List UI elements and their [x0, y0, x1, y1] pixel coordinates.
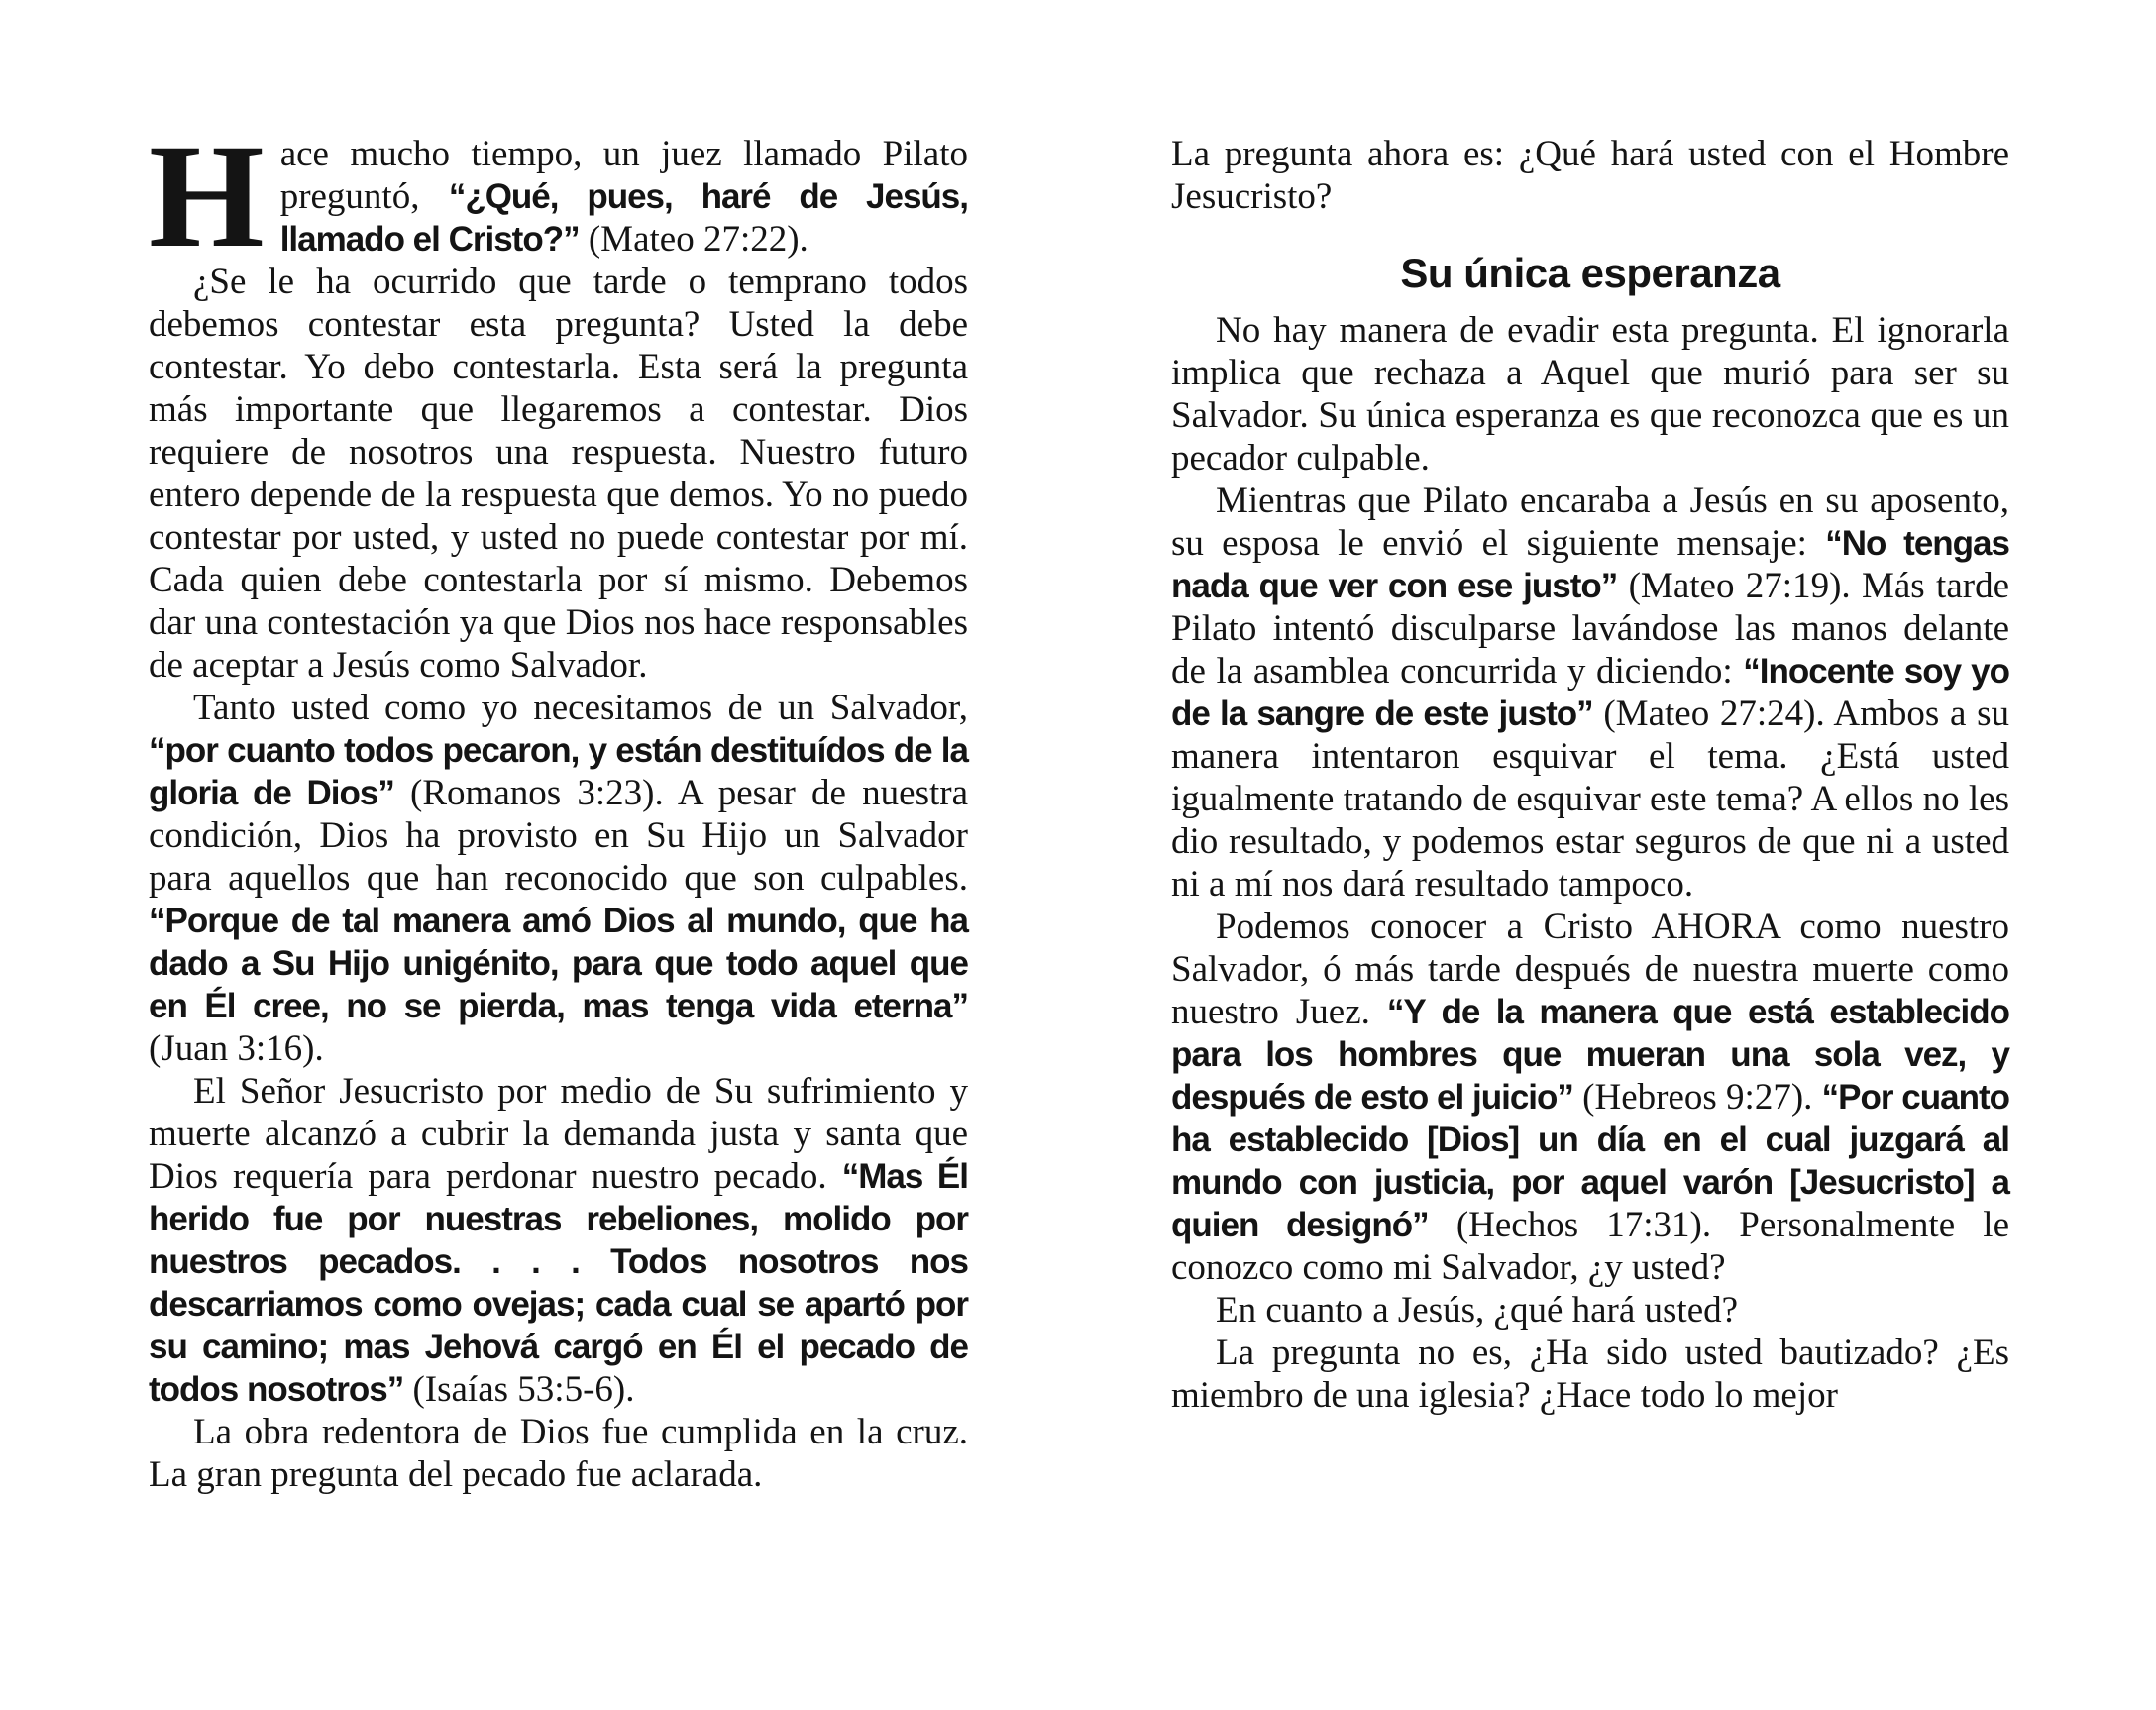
body-text: (Hechos 17:31). Personalmente le conozco como mi Salvador, ¿y usted?: [1171, 1205, 2009, 1288]
paragraph: [1171, 309, 2009, 480]
body-text: La pregunta no es, ¿Ha sido usted bautizado? ¿Es miembro de una iglesia? ¿Hace todo lo mejor: [1171, 1333, 2009, 1416]
bold-scripture-quote: “Por cuanto ha establecido [Dios] un día en el cual juzgará al mundo con justicia, por aquel varón [Jesucristo] a quien designó”: [1171, 1078, 2009, 1244]
paragraph: [1171, 1289, 2009, 1332]
body-text: (Hebreos 9:27).: [1572, 1077, 1822, 1118]
body-text: El Señor Jesucristo por medio de Su sufrimiento y muerte alcanzó a cubrir la demanda justa y santa que Dios requería para perdonar nuestro pecado.: [149, 1071, 968, 1197]
body-text: En cuanto a Jesús, ¿qué hará usted?: [1216, 1290, 1739, 1331]
bold-scripture-quote: “por cuanto todos pecaron, y están destituídos de la gloria de Dios”: [149, 731, 968, 812]
body-text: (Mateo 27:24). Ambos a su manera intentaron esquivar el tema. ¿Está usted igualmente tratando de esquivar este tema? A ellos no les dio resultado, y podemos estar seguros de que ni a usted ni a mí nos dará resultado tampoco.: [1171, 694, 2009, 905]
bold-scripture-quote: “Y de la manera que está establecido para los hombres que mueran una sola vez, y después de esto el juicio”: [1171, 993, 2009, 1117]
paragraph: [149, 687, 968, 1070]
paragraph: [1171, 1332, 2009, 1417]
bold-scripture-quote: “¿Qué, pues, haré de Jesús, llamado el Cristo?”: [279, 177, 968, 259]
paragraph: [149, 114, 968, 278]
bold-scripture-quote: “Inocente soy yo de la sangre de este justo”: [1171, 652, 2009, 733]
body-text: No hay manera de evadir esta pregunta. El ignorarla implica que rechaza a Aquel que murió para ser su Salvador. Su única esperanza es que reconozca que es un pecador culpable.: [1171, 310, 2009, 479]
bold-scripture-quote: “Mas Él herido fue por nuestras rebeliones, molido por nuestros pecados. . . . Todos nosotros nos descarriamos como ovejas; cada cual se apartó por su camino; mas Jehová cargó en Él el pecado de todos nosotros”: [149, 1157, 968, 1409]
body-text: (Mateo 27:19). Más tarde Pilato intentó disculparse lavándose las manos delante de la asamblea concurrida y diciendo:: [1171, 566, 2009, 692]
body-text: La obra redentora de Dios fue cumplida en la cruz. La gran pregunta del pecado fue aclarada.: [149, 1412, 968, 1495]
body-text: ¿Se le ha ocurrido que tarde o temprano todos debemos contestar esta pregunta? Usted la debe contestar. Yo debo contestarla. Esta será la pregunta más importante que llegaremos a contestar. Dios requiere de nosotros una respuesta. Nuestro futuro entero depende de la respuesta que demos. Yo no puedo contestar por usted, y usted no puede contestar por mí. Cada quien debe contestarla por sí mismo. Debemos dar una contestación ya que Dios nos hace responsables de aceptar a Jesús como Salvador.: [149, 262, 968, 686]
drop-cap: H: [149, 114, 265, 278]
body-text: ace mucho tiempo, un juez llamado Pilato preguntó,: [279, 134, 968, 217]
body-text: (Romanos 3:23). A pesar de nuestra condición, Dios ha provisto en Su Hijo un Salvador para aquellos que han reconocido que son culpables.: [149, 773, 968, 899]
body-text: Podemos conocer a Cristo AHORA como nuestro Salvador, ó más tarde después de nuestra muerte como nuestro Juez.: [1171, 907, 2009, 1032]
paragraph: [1171, 906, 2009, 1289]
paragraph: [1171, 133, 2009, 218]
bold-scripture-quote: “Porque de tal manera amó Dios al mundo, que ha dado a Su Hijo unigénito, para que todo aquel que en Él cree, no se pierda, mas tenga vida eterna”: [149, 902, 968, 1025]
paragraph: [149, 1411, 968, 1496]
paragraph: [149, 261, 968, 687]
body-text: La pregunta ahora es: ¿Qué hará usted con el Hombre Jesucristo?: [1171, 134, 2009, 217]
body-text: Tanto usted como yo necesitamos de un Salvador,: [193, 688, 968, 728]
body-text: (Isaías 53:5-6).: [403, 1369, 635, 1410]
body-text: (Mateo 27:22).: [579, 219, 808, 260]
paragraph: [149, 1070, 968, 1411]
bold-scripture-quote: “No tengas nada que ver con ese justo”: [1171, 524, 2009, 605]
section-heading: Su única esperanza: [1400, 250, 1780, 296]
text-columns: [149, 114, 2009, 1496]
body-text: Mientras que Pilato encaraba a Jesús en su aposento, su esposa le envió el siguiente mensaje:: [1171, 481, 2009, 564]
body-text: (Juan 3:16).: [149, 1028, 324, 1069]
right-column: [1171, 133, 2009, 1496]
left-column: [149, 114, 968, 1496]
paragraph: [1171, 480, 2009, 906]
